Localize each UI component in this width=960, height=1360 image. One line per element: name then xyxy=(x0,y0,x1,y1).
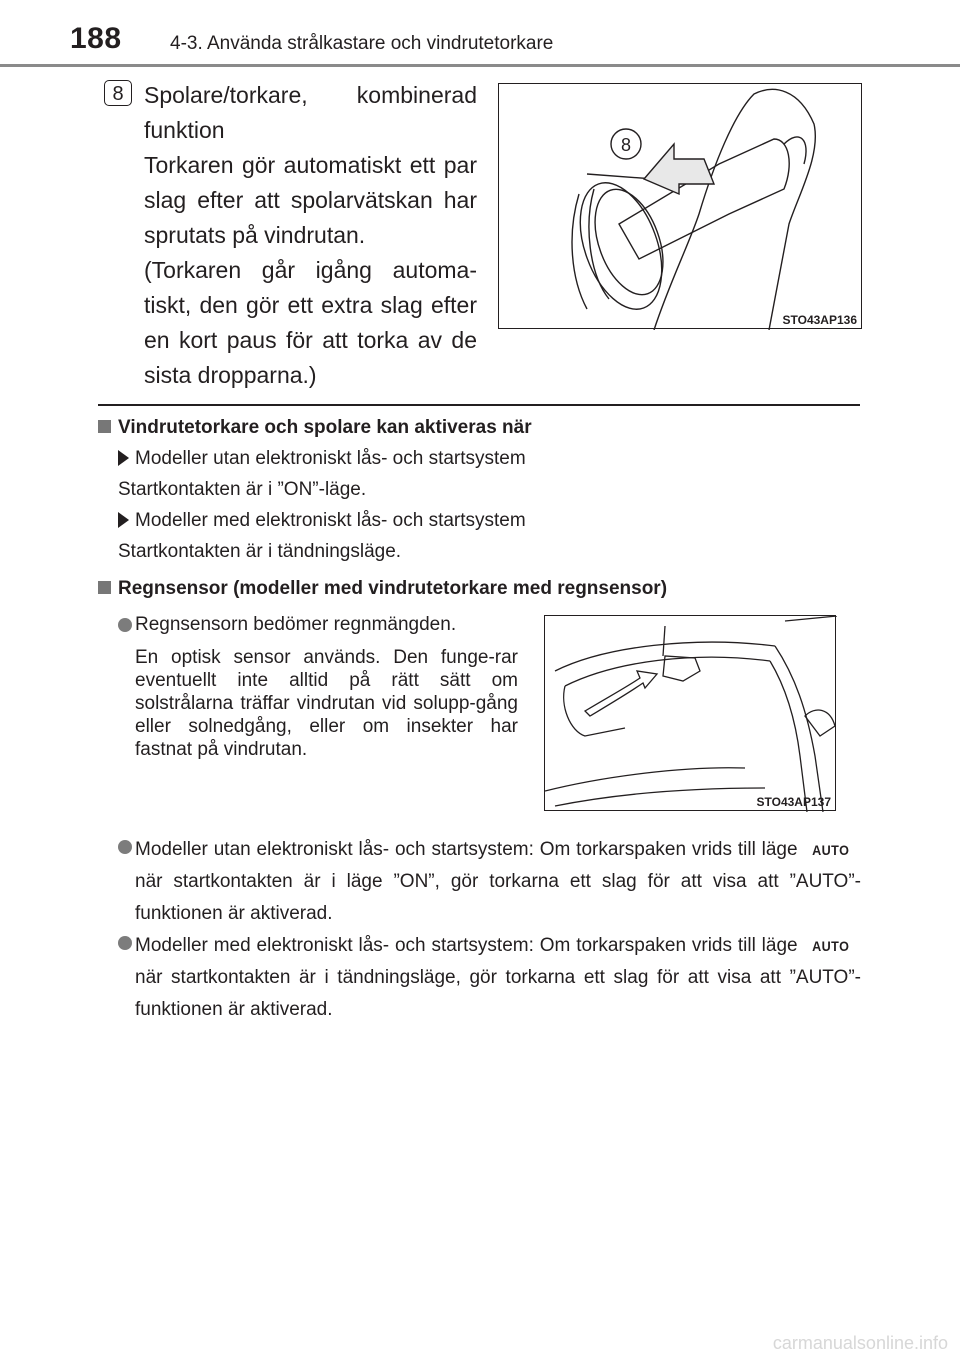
auto-note-text: Modeller utan elektroniskt lås- och startsystem: Om torkarspaken vrids till läge xyxy=(135,839,798,860)
activation-heading xyxy=(98,417,532,439)
arrow-icon xyxy=(644,144,714,194)
model-item xyxy=(118,448,526,470)
page-number: 188 xyxy=(70,22,122,55)
rain-sensor-figure xyxy=(544,615,836,811)
arrow-icon xyxy=(585,671,657,716)
condition-text: Startkontakten är i ”ON”-läge. xyxy=(118,479,367,500)
step-title: Spolare/torkare, kombinerad funktion xyxy=(144,82,477,143)
header-rule xyxy=(0,64,960,67)
auto-note-text: när startkontakten är i tändningsläge, gör torkarna ett slag för att visa att ”AUTO”-funktionen är aktiverad. xyxy=(135,967,861,1020)
rain-sensor-bullet-title: Regnsensorn bedömer regnmängden. xyxy=(135,614,457,635)
step-note: (Torkaren går igång automa-tiskt, den gör ett extra slag efter en kort paus för att torka av de sista dropparna.) xyxy=(144,257,477,388)
triangle-bullet-icon xyxy=(118,512,129,528)
triangle-bullet-icon xyxy=(118,450,129,466)
chapter-title: 4-3. Använda strålkastare och vindrutetorkare xyxy=(170,33,554,54)
auto-note-text: när startkontakten är i läge ”ON”, gör torkarna ett slag för att visa att ”AUTO”-funktionen är aktiverad. xyxy=(135,871,861,924)
figure-code: STO43AP137 xyxy=(756,795,831,809)
rain-sensor-heading-text: Regnsensor (modeller med vindrutetorkare med regnsensor) xyxy=(118,578,668,599)
figure-callout: 8 xyxy=(620,135,632,155)
auto-note-2 xyxy=(135,930,861,1026)
figure-code: STO43AP136 xyxy=(782,313,857,327)
round-bullet-icon xyxy=(118,840,132,854)
auto-mode-icon: AUTO xyxy=(811,842,849,858)
wiper-lever-figure xyxy=(498,83,862,329)
model-label: Modeller med elektroniskt lås- och startsystem xyxy=(135,510,526,531)
round-bullet-icon xyxy=(118,936,132,950)
model-item xyxy=(118,510,526,532)
square-bullet-icon xyxy=(98,581,111,594)
activation-heading-text: Vindrutetorkare och spolare kan aktiveras när xyxy=(118,417,532,438)
rain-sensor-heading xyxy=(98,578,667,600)
auto-mode-icon: AUTO xyxy=(811,938,849,954)
square-bullet-icon xyxy=(98,420,111,433)
watermark: carmanualsonline.info xyxy=(772,1333,948,1353)
condition-text: Startkontakten är i tändningsläge. xyxy=(118,541,402,562)
rain-sensor-bullet-text: En optisk sensor används. Den funge-rar eventuellt inte alltid på rätt sätt om solstrålarna träffar vindrutan vid solupp-gång eller solnedgång, eller om insekter har fastnat på vindrutan. xyxy=(135,647,518,760)
model-label: Modeller utan elektroniskt lås- och startsystem xyxy=(135,448,526,469)
step-description: Torkaren gör automatiskt ett par slag efter att spolarvätskan har sprutats på vindrutan. xyxy=(144,152,477,248)
auto-note-1 xyxy=(135,834,861,930)
round-bullet-icon xyxy=(118,618,132,632)
section-rule xyxy=(98,404,860,406)
auto-note-text: Modeller med elektroniskt lås- och startsystem: Om torkarspaken vrids till läge xyxy=(135,935,798,956)
step-marker: 8 xyxy=(104,80,132,106)
wiper-lever-illustration xyxy=(499,84,863,330)
windshield-illustration xyxy=(545,616,837,812)
